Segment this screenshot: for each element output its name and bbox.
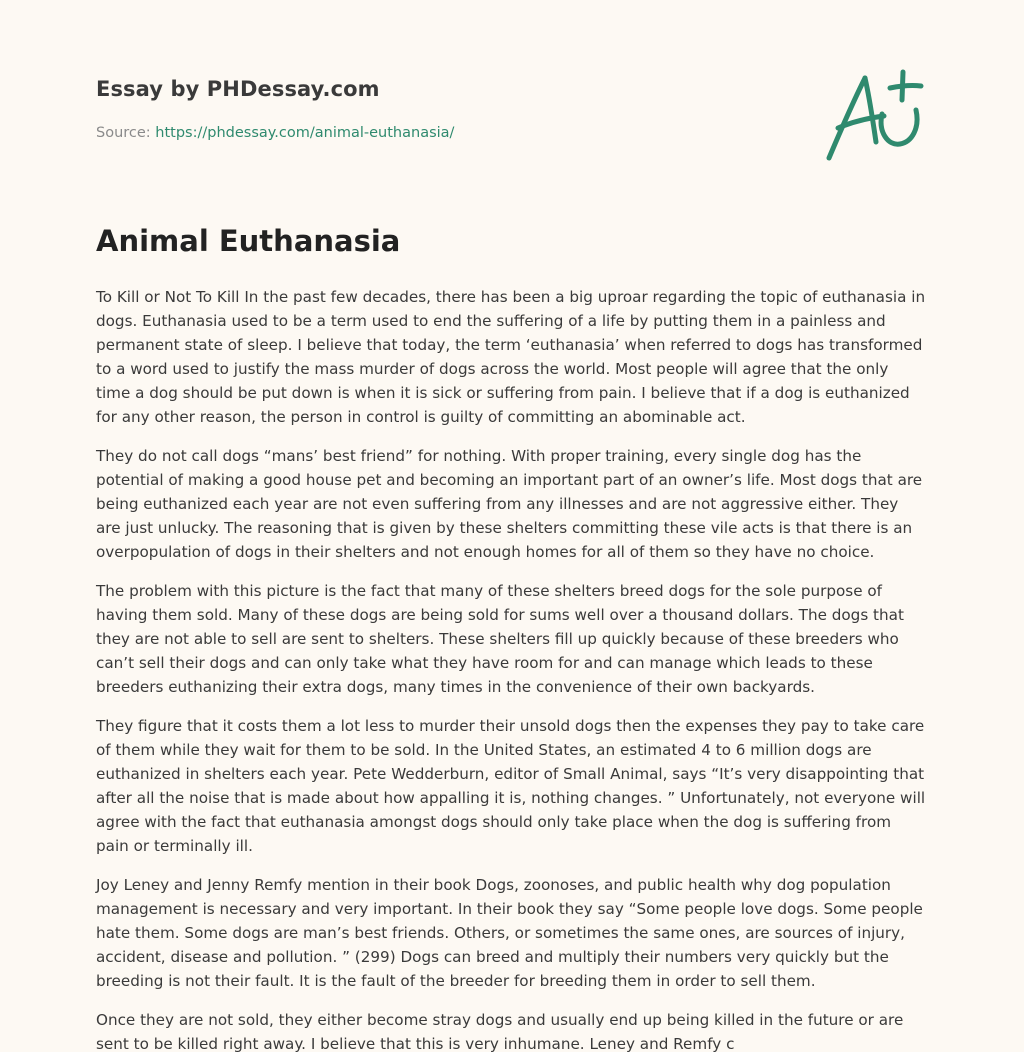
a-plus-grade-icon: [818, 66, 930, 166]
source-line: [96, 125, 454, 141]
source-label: Source:: [96, 125, 156, 141]
essay-paragraph: The problem with this picture is the fact that many of these shelters breed dogs for the sole purpose of having them sold. Many of these dogs are being sold for sums well over a thousand dollars. The dogs that they are not able to sell are sent to shelters. These shelters fill up quickly because of these breeders who can’t sell their dogs and can only take what they have room for and can manage which leads to these breeders euthanizing their extra dogs, many times in the convenience of their own backyards.: [96, 582, 904, 696]
site-brand: Essay by PHDessay.com: [96, 77, 380, 101]
essay-paragraph: They figure that it costs them a lot less to murder their unsold dogs then the expenses they pay to take care of them while they wait for them to be sold. In the United States, an estimated 4 to 6 million dogs are euthanized in shelters each year. Pete Wedderburn, editor of Small Animal, says “It’s very disappointing that after all the noise that is made about how appalling it is, nothing changes. ” Unfortunately, not everyone will agree with the fact that euthanasia amongst dogs should only take place when the dog is suffering from pain or terminally ill.: [96, 717, 926, 855]
essay-paragraph: Once they are not sold, they either become stray dogs and usually end up being killed in the future or are sent to be killed right away. I believe that this is very inhumane. Leney and Remfy c: [96, 1011, 904, 1052]
essay-paragraph: Joy Leney and Jenny Remfy mention in their book Dogs, zoonoses, and public health why dog population management is necessary and very important. In their book they say “Some people love dogs. Some people hate them. Some dogs are man’s best friends. Others, or sometimes the same ones, are sources of injury, accident, disease and pollution. ” (299) Dogs can breed and multiply their numbers very quickly but the breeding is not their fault. It is the fault of the breeder for breeding them in order to sell them.: [96, 876, 923, 990]
essay-title: Animal Euthanasia: [96, 224, 401, 258]
source-link[interactable]: https://phdessay.com/animal-euthanasia/: [155, 125, 455, 141]
essay-paragraph: They do not call dogs “mans’ best friend” for nothing. With proper training, every single dog has the potential of making a good house pet and becoming an important part of an owner’s life. Most dogs that are being euthanized each year are not even suffering from any illnesses and are not aggressive either. They are just unlucky. The reasoning that is given by these shelters committing these vile acts is that there is an overpopulation of dogs in their shelters and not enough homes for all of them so they have no choice.: [96, 447, 923, 561]
essay-body: [96, 285, 926, 1052]
essay-paragraph: To Kill or Not To Kill In the past few decades, there has been a big uproar regarding the topic of euthanasia in dogs. Euthanasia used to be a term used to end the suffering of a life by putting them in a painless and permanent state of sleep. I believe that today, the term ‘euthanasia’ when referred to dogs has transformed to a word used to justify the mass murder of dogs across the world. Most people will agree that the only time a dog should be put down is when it is sick or suffering from pain. I believe that if a dog is euthanized for any other reason, the person in control is guilty of committing an abominable act.: [96, 288, 926, 426]
